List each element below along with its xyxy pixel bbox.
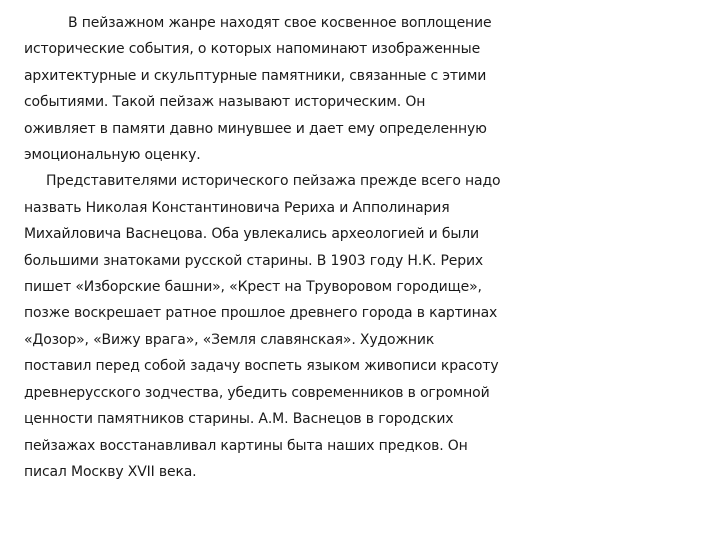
paragraph-1-line-1: В пейзажном жанре находят свое косвенное воплощение xyxy=(68,15,492,31)
paragraph-2-line-9: древнерусского зодчества, убедить современников в огромной xyxy=(24,384,490,401)
paragraph-2-line-8: поставил перед собой задачу воспеть языком живописи красоту xyxy=(24,358,499,375)
paragraph-2-line-2: назвать Николая Константиновича Рериха и Апполинария xyxy=(24,199,450,216)
paragraph-2-line-6: позже воскрешает ратное прошлое древнего города в картинах xyxy=(24,305,498,322)
paragraph-1-line-3: архитектурные и скульптурные памятники, связанные с этими xyxy=(24,67,487,84)
paragraph-2-line-4: большими знатоками русской старины. В 1903 году Н.К. Рерих xyxy=(24,252,484,269)
paragraph-2-line-7: «Дозор», «Вижу врага», «Земля славянская». Художник xyxy=(24,331,435,348)
paragraph-2-line-12: писал Москву XVII века. xyxy=(24,463,197,480)
paragraph-2-line-10: ценности памятников старины. А.М. Васнецов в городских xyxy=(24,411,454,428)
body-text xyxy=(24,10,720,485)
paragraph-1-line-6: эмоциональную оценку. xyxy=(24,147,201,164)
paragraph-2-line-5: пишет «Изборские башни», «Крест на Труворовом городище», xyxy=(24,279,482,296)
paragraph-2-line-11: пейзажах восстанавливал картины быта наших предков. Он xyxy=(24,437,468,454)
paragraph-1-line-2: исторические события, о которых напоминают изображенные xyxy=(24,41,481,58)
paragraph-2-line-1: Представителями исторического пейзажа прежде всего надо xyxy=(46,173,501,190)
paragraph-1-line-4: событиями. Такой пейзаж называют историческим. Он xyxy=(24,94,426,111)
paragraph-1-line-5: оживляет в памяти давно минувшее и дает ему определенную xyxy=(24,120,487,137)
paragraph-2-line-3: Михайловича Васнецова. Оба увлекались археологией и были xyxy=(24,226,479,243)
